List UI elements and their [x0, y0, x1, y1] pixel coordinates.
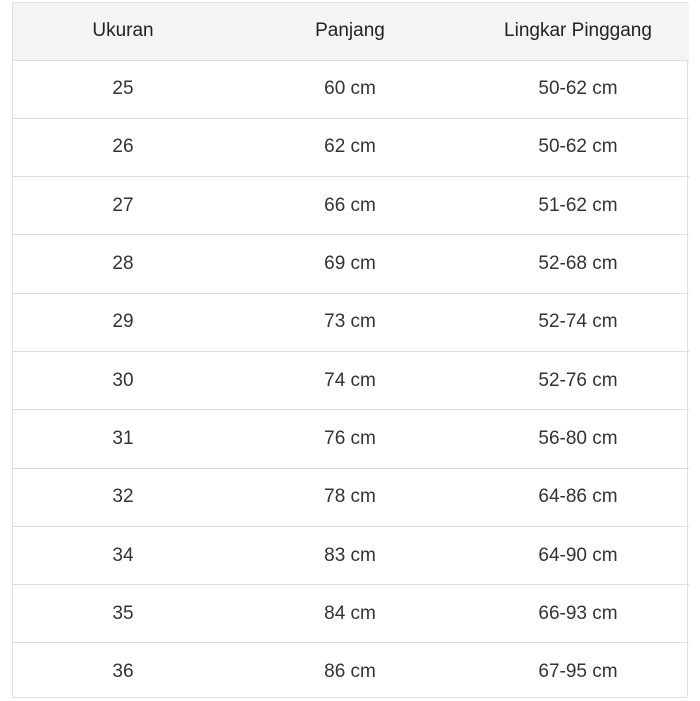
table-row: [13, 60, 689, 118]
cell-panjang: 86 cm: [324, 661, 376, 683]
cell-lingkar-pinggang: 50-62 cm: [467, 118, 689, 176]
table-row: [13, 235, 689, 293]
cell-ukuran: 29: [13, 293, 233, 351]
cell-panjang: 76 cm: [233, 410, 467, 468]
cell-ukuran: 36: [112, 661, 134, 683]
size-chart: [12, 2, 688, 698]
cell-panjang: 84 cm: [233, 585, 467, 643]
table-body: [13, 60, 689, 701]
header-ukuran: Ukuran: [13, 3, 233, 60]
table-row: [13, 526, 689, 584]
cell-ukuran: 31: [13, 410, 233, 468]
cell-ukuran: 35: [13, 585, 233, 643]
cell-lingkar-pinggang: 64-86 cm: [467, 468, 689, 526]
cell-ukuran: 25: [13, 60, 233, 118]
cell-panjang: 73 cm: [233, 293, 467, 351]
table-row: [13, 643, 689, 701]
cell-panjang: 78 cm: [233, 468, 467, 526]
header-lingkar-pinggang: Lingkar Pinggang: [467, 3, 689, 60]
cell-lingkar-pinggang: 50-62 cm: [467, 60, 689, 118]
table-row: [13, 585, 689, 643]
cell-lingkar-pinggang: 67-95 cm: [538, 661, 618, 683]
table-header: [13, 3, 689, 60]
cell-lingkar-pinggang: 52-68 cm: [467, 235, 689, 293]
cell-lingkar-pinggang: 51-62 cm: [467, 177, 689, 235]
cell-ukuran: 27: [13, 177, 233, 235]
cell-ukuran: 26: [13, 118, 233, 176]
cell-lingkar-pinggang: 52-74 cm: [467, 293, 689, 351]
cell-ukuran: 30: [13, 351, 233, 409]
table-row: [13, 177, 689, 235]
table-row: [13, 410, 689, 468]
table-row: [13, 468, 689, 526]
cell-ukuran: 32: [13, 468, 233, 526]
cell-panjang: 69 cm: [233, 235, 467, 293]
header-panjang: Panjang: [233, 3, 467, 60]
cell-lingkar-pinggang: 64-90 cm: [467, 526, 689, 584]
header-row: [13, 3, 689, 60]
cell-panjang: 60 cm: [233, 60, 467, 118]
cell-panjang: 66 cm: [233, 177, 467, 235]
cell-lingkar-pinggang: 66-93 cm: [467, 585, 689, 643]
cell-panjang: 62 cm: [233, 118, 467, 176]
cell-lingkar-pinggang: 56-80 cm: [467, 410, 689, 468]
cell-ukuran: 28: [13, 235, 233, 293]
table-row: [13, 293, 689, 351]
cell-lingkar-pinggang: 52-76 cm: [467, 351, 689, 409]
cell-panjang: 83 cm: [233, 526, 467, 584]
cell-panjang: 74 cm: [233, 351, 467, 409]
table-row: [13, 118, 689, 176]
table-row: [13, 351, 689, 409]
cell-ukuran: 34: [13, 526, 233, 584]
size-table: [13, 3, 689, 701]
